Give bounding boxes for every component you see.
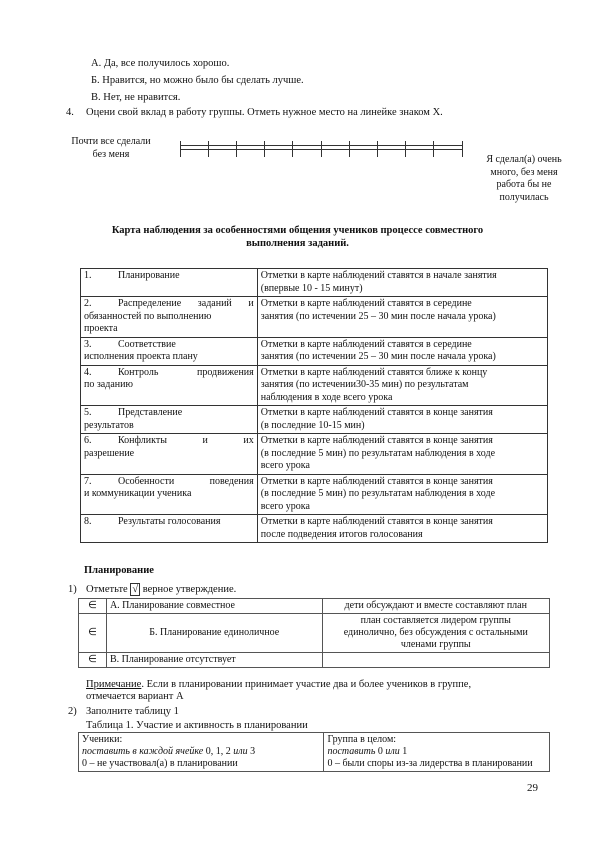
note-text: . Если в планировании принимает участие два и более учеников в группе, <box>141 679 472 690</box>
criterion-name: Результаты голосования <box>118 516 221 527</box>
item-2-text: Заполните таблицу 1 <box>86 706 179 717</box>
observation-timing <box>257 269 547 297</box>
timing-line: (в последние 5 мин) по результатам наблюдения в ходе <box>260 447 496 459</box>
criterion-line: проекта <box>84 323 118 334</box>
item-1-text <box>86 583 236 596</box>
planning-note <box>322 599 550 614</box>
observation-timing <box>257 365 547 406</box>
observation-timing <box>257 406 547 434</box>
instr-italic: или <box>385 746 400 757</box>
group-zero: 0 – были споры из-за лидерства в планировании <box>327 758 533 769</box>
map-title <box>60 224 535 250</box>
timing-line: Отметки в карте наблюдений ставятся ближе к концу <box>260 366 488 378</box>
observation-criterion <box>81 434 258 475</box>
criterion-number: 8. <box>84 516 92 527</box>
students-title: Ученики: <box>82 734 123 745</box>
observation-row <box>81 406 548 434</box>
criterion-line: по заданию <box>84 379 133 390</box>
criterion-line: разрешение <box>84 447 135 459</box>
observation-timing <box>257 434 547 475</box>
criterion-number: 2. <box>84 298 92 309</box>
scale-right-line: работа бы не <box>496 179 552 190</box>
participation-row <box>79 733 550 772</box>
timing-line: Отметки в карте наблюдений ставятся в конце занятия <box>260 435 493 446</box>
timing-line: всего урока <box>260 460 310 471</box>
criterion-name: Конфликты и их <box>118 435 254 446</box>
observation-timing <box>257 474 547 515</box>
criterion-name: Планирование <box>118 270 180 281</box>
planning-checkbox[interactable]: ∈ <box>79 599 107 614</box>
timing-line: Отметки в карте наблюдений ставятся в конце занятия <box>260 516 493 527</box>
observation-table <box>80 268 548 543</box>
group-instruction <box>327 746 546 758</box>
table-1-caption: Таблица 1. Участие и активность в планировании <box>86 720 308 731</box>
criterion-line <box>84 407 254 420</box>
scale-left-line: без меня <box>92 148 130 160</box>
planning-note-line: дети обсуждают и вместе составляют план <box>344 600 527 611</box>
page-number: 29 <box>527 782 538 794</box>
scale-tick <box>377 141 378 157</box>
criterion-name: Особенности поведения <box>118 475 254 487</box>
observation-timing <box>257 337 547 365</box>
planning-note-line <box>326 654 547 666</box>
item-1-after: верное утверждение. <box>142 584 237 595</box>
timing-line: (в последние 5 мин) по результатам наблюдения в ходе <box>260 488 496 499</box>
observation-criterion <box>81 297 258 338</box>
item-1-before: Отметьте <box>86 584 128 595</box>
criterion-line: обязанностей по выполнению <box>84 310 212 322</box>
scale-tick <box>349 141 350 157</box>
observation-criterion <box>81 474 258 515</box>
item-1-number: 1) <box>68 584 77 595</box>
instr-italic: или <box>233 746 248 757</box>
planning-checkbox[interactable]: ∈ <box>79 614 107 653</box>
criterion-line: результатов <box>84 419 134 431</box>
criterion-line <box>84 367 254 380</box>
scale-right-line: Я сделал(а) очень <box>486 154 562 165</box>
scale-right-line: получилась <box>499 191 549 203</box>
planning-heading: Планирование <box>84 565 154 576</box>
instr-end: 1 <box>399 746 408 757</box>
option-a: А. Да, все получилось хорошо. <box>91 58 230 69</box>
criterion-line <box>84 516 254 529</box>
timing-line: Отметки в карте наблюдений ставятся в конце занятия <box>260 475 493 487</box>
timing-line: занятия (по истечении 25 – 30 мин после начала урока) <box>260 310 496 322</box>
planning-note <box>322 614 550 653</box>
scale-tick <box>405 141 406 157</box>
item-2-number: 2) <box>68 706 77 717</box>
scale-tick <box>180 141 181 157</box>
observation-criterion <box>81 337 258 365</box>
scale-left-line: Почти все сделали <box>71 136 151 147</box>
criterion-line <box>84 435 254 448</box>
scale-tick <box>264 141 265 157</box>
scale-tick <box>321 141 322 157</box>
instr-italic: поставить <box>327 746 376 757</box>
self-assessment-scale[interactable] <box>180 143 463 155</box>
scale-tick <box>433 141 434 157</box>
observation-row <box>81 269 548 297</box>
planning-note-line: членами группы <box>400 639 471 650</box>
criterion-line: исполнения проекта плану <box>84 351 198 362</box>
instr-plain: 0 <box>375 746 386 757</box>
observation-row <box>81 474 548 515</box>
students-zero: 0 – не участвовал(а) в планировании <box>82 758 238 769</box>
timing-line: Отметки в карте наблюдений ставятся в середине <box>260 298 472 309</box>
observation-criterion <box>81 515 258 543</box>
scale-tick <box>462 141 463 157</box>
timing-line: Отметки в карте наблюдений ставятся в конце занятия <box>260 407 493 418</box>
map-title-line: выполнения заданий. <box>246 238 349 249</box>
planning-table <box>78 598 550 668</box>
note-label: Примечание <box>86 679 142 690</box>
observation-criterion <box>81 365 258 406</box>
scale-right-label <box>474 154 574 204</box>
group-cell[interactable] <box>324 733 550 772</box>
criterion-line <box>84 476 254 489</box>
scale-tick <box>292 141 293 157</box>
planning-statement: А. Планирование совместное <box>106 599 322 614</box>
timing-line: наблюдения в ходе всего урока <box>260 391 393 403</box>
instr-italic: поставить в каждой ячейке <box>82 746 204 757</box>
criterion-line <box>84 270 254 283</box>
timing-line: занятия (по истечении 25 – 30 мин после начала урока) <box>260 351 496 362</box>
planning-statement: Б. Планирование единоличное <box>106 614 322 653</box>
timing-line: (впервые 10 - 15 минут) <box>260 282 363 294</box>
option-b: Б. Нравится, но можно было бы сделать лучше. <box>91 75 304 86</box>
timing-line: всего урока <box>260 500 310 512</box>
observation-row <box>81 337 548 365</box>
instr-plain: 0, 1, 2 <box>203 746 234 757</box>
scale-right-line: много, без меня <box>490 166 558 178</box>
option-c: В. Нет, не нравится. <box>91 92 181 103</box>
planning-note-line: план составляется лидером группы <box>360 615 511 626</box>
criterion-number: 3. <box>84 338 92 350</box>
observation-row <box>81 434 548 475</box>
checkmark-box: √ <box>132 584 139 595</box>
group-title: Группа в целом: <box>327 734 397 745</box>
criterion-line: и коммуникации ученика <box>84 488 192 499</box>
timing-line: Отметки в карте наблюдений ставятся в начале занятия <box>260 270 497 281</box>
timing-line: после подведения итогов голосования <box>260 528 423 540</box>
observation-row <box>81 365 548 406</box>
planning-note-line: единолично, без обсуждения с остальными <box>343 627 528 638</box>
criterion-name: Представление <box>118 407 183 418</box>
students-instruction <box>82 746 320 758</box>
observation-timing <box>257 297 547 338</box>
criterion-name: Распределение заданий и <box>118 298 254 309</box>
students-cell[interactable] <box>79 733 324 772</box>
scale-left-label <box>66 136 156 161</box>
criterion-name: Контроль продвижения <box>118 366 254 378</box>
criterion-number: 7. <box>84 475 92 487</box>
criterion-line <box>84 298 254 311</box>
planning-option-row <box>79 599 550 614</box>
planning-option-row <box>79 653 550 668</box>
observation-row <box>81 515 548 543</box>
criterion-line <box>84 339 254 352</box>
planning-note <box>322 653 550 668</box>
criterion-number: 1. <box>84 270 92 281</box>
timing-line: Отметки в карте наблюдений ставятся в середине <box>260 338 472 350</box>
criterion-number: 4. <box>84 366 92 378</box>
question-4-text: Оцени свой вклад в работу группы. Отметь нужное место на линейке знаком Х. <box>86 107 443 118</box>
observation-timing <box>257 515 547 543</box>
timing-line: занятия (по истечении30-35 мин) по результатам <box>260 379 469 390</box>
criterion-number: 5. <box>84 407 92 418</box>
planning-statement: В. Планирование отсутствует <box>106 653 322 668</box>
note-continued: отмечается вариант А <box>86 691 184 702</box>
observation-row <box>81 297 548 338</box>
scale-tick <box>208 141 209 157</box>
observation-criterion <box>81 269 258 297</box>
instr-end: 3 <box>247 746 256 757</box>
planning-checkbox[interactable]: ∈ <box>79 653 107 668</box>
map-title-line: Карта наблюдения за особенностями общения учеников процессе совместного <box>111 225 484 236</box>
planning-option-row <box>79 614 550 653</box>
scale-tick <box>236 141 237 157</box>
criterion-number: 6. <box>84 435 92 446</box>
timing-line: (в последние 10-15 мин) <box>260 419 365 431</box>
question-4-number: 4. <box>66 107 74 118</box>
criterion-name: Соответствие <box>118 338 176 350</box>
participation-table <box>78 732 550 772</box>
observation-criterion <box>81 406 258 434</box>
